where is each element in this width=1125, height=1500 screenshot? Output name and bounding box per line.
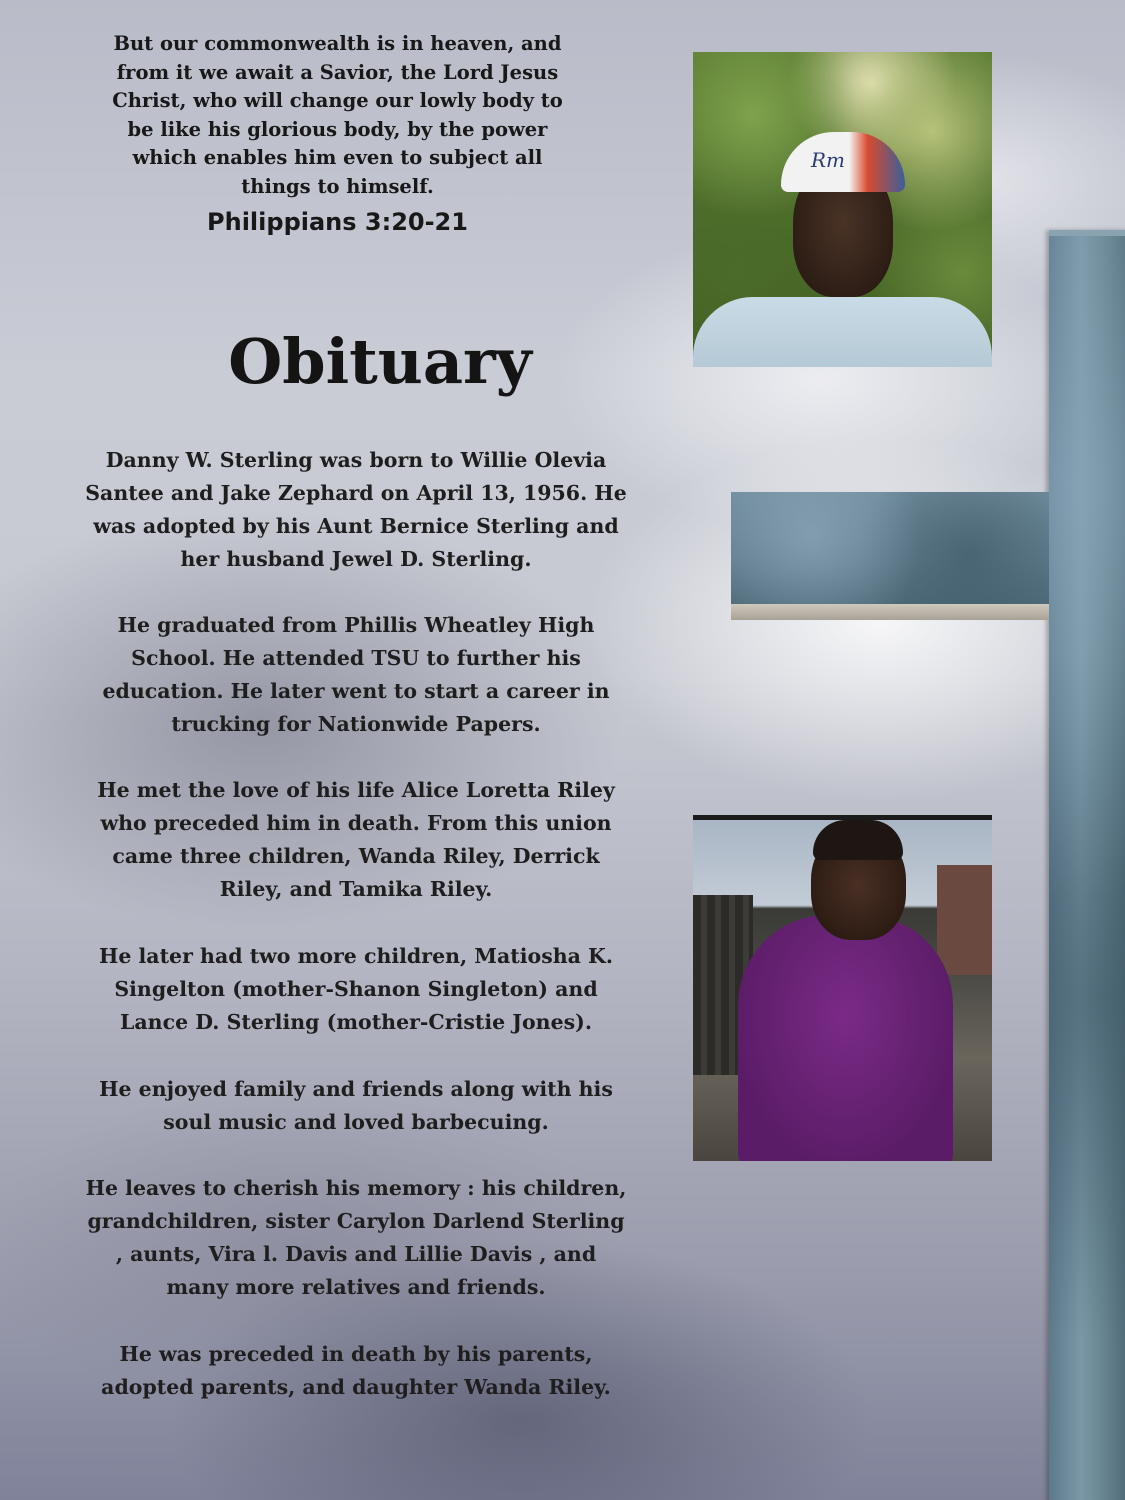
cross-top-edge (1049, 230, 1125, 236)
paragraph-survivors: He leaves to cherish his memory : his children, grandchildren, sister Carylon Darlend Sterling , aunts, Vira l. Davis and Lillie Davis , and many more relatives and friends. (85, 1176, 627, 1299)
cap-logo-text: Rm (811, 148, 846, 172)
paragraph-hobbies: He enjoyed family and friends along with his soul music and loved barbecuing. (99, 1077, 613, 1134)
photo-shirt (693, 297, 992, 367)
paragraph-marriage: He met the love of his life Alice Loretta Riley who preceded him in death. From this union came three children, Wanda Riley, Derrick Riley, and Tamika Riley. (97, 778, 615, 901)
photo-house (937, 865, 992, 975)
photo-hair (813, 820, 903, 860)
scripture-reference: Philippians 3:20-21 (207, 208, 468, 236)
paragraph-children: He later had two more children, Matiosha K. Singelton (mother-Shanon Singleton) and Lance D. Sterling (mother-Cristie Jones). (98, 944, 614, 1034)
paragraph-education: He graduated from Phillis Wheatley High School. He attended TSU to further his education. He later went to start a career in trucking for Nationwide Papers. (102, 613, 610, 736)
page-title: Obituary (228, 325, 532, 398)
paragraph-birth: Danny W. Sterling was born to Willie Olevia Santee and Jake Zephard on April 13, 1956. He was adopted by his Aunt Bernice Sterling and her husband Jewel D. Sterling. (85, 448, 627, 571)
cross-vertical-beam (1049, 230, 1125, 1500)
photo-body (738, 915, 953, 1161)
cross-beam-edge (731, 604, 1049, 620)
portrait-photo-cap (693, 52, 992, 367)
portrait-photo-purple-shirt (693, 815, 992, 1161)
scripture-quote: But our commonwealth is in heaven, and from it we await a Savior, the Lord Jesus Christ, who will change our lowly body to be like his glorious body, by the power which enables him even to subject all things to himself. (112, 32, 563, 198)
cross-horizontal-beam (731, 492, 1049, 604)
paragraph-preceded: He was preceded in death by his parents, adopted parents, and daughter Wanda Riley. (101, 1342, 611, 1399)
